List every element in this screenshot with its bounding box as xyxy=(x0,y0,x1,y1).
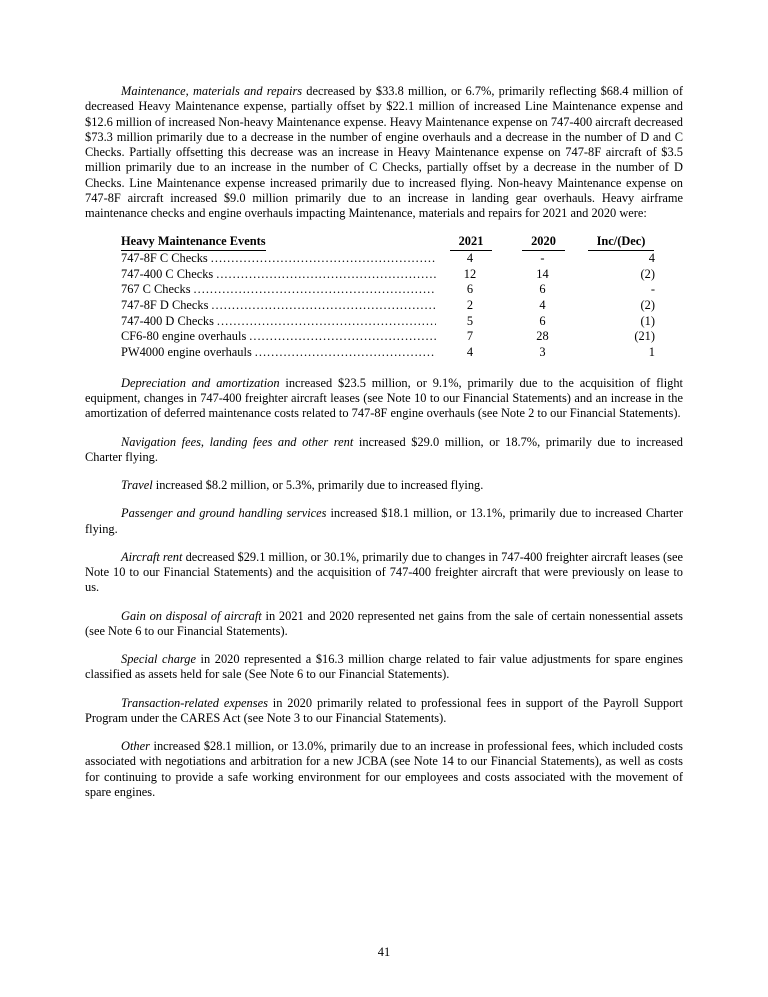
value-2020: - xyxy=(540,250,545,265)
paragraph-text: increased $18.1 million, or 13.1%, primarily due to increased Charter flying. xyxy=(85,506,683,536)
expense-term: Special charge xyxy=(121,652,196,667)
paragraph-text: in 2020 primarily related to professional fees in support of the Payroll Support Program under the CARES Act (see Note 3 to our Financial Statements). xyxy=(85,695,683,725)
expense-term: Gain on disposal of aircraft xyxy=(121,608,262,623)
table-row xyxy=(121,298,656,314)
paragraph xyxy=(85,376,683,422)
paragraph xyxy=(85,435,683,466)
row-label: PW4000 engine overhauls xyxy=(121,345,252,360)
expense-term: Depreciation and amortization xyxy=(121,375,280,390)
row-label-cell xyxy=(121,267,440,283)
expense-term: Transaction-related expenses xyxy=(121,695,268,710)
value-2020: 3 xyxy=(539,345,546,360)
value-2020: 4 xyxy=(539,298,546,313)
paragraph-text: decreased $29.1 million, or 30.1%, primarily due to changes in 747-400 freighter aircraft leases (see Note 10 to our Financial Statements) and the acquisition of 747-400 freighter aircraft that were previously on lease to us. xyxy=(85,549,683,595)
col-header-2021: 2021 xyxy=(441,234,501,251)
value-2020: 14 xyxy=(536,266,549,281)
value-incdec: (21) xyxy=(634,329,655,344)
col-header-events xyxy=(121,234,441,251)
row-label-cell xyxy=(121,345,440,361)
table-row xyxy=(121,267,656,283)
paragraph-text: increased $8.2 million, or 5.3%, primarily due to increased flying. xyxy=(152,478,484,493)
row-label-cell xyxy=(121,282,440,298)
value-incdec: (1) xyxy=(640,313,655,328)
paragraph-text: in 2021 and 2020 represented net gains from the sale of certain nonessential assets (see Note 6 to our Financial Statements). xyxy=(85,608,683,638)
value-2021: 2 xyxy=(466,298,474,313)
dot-leader xyxy=(249,329,436,345)
row-label-cell xyxy=(121,298,440,314)
row-label: 747-8F D Checks xyxy=(121,298,209,313)
row-label: 747-400 D Checks xyxy=(121,313,214,328)
paragraph xyxy=(85,478,683,493)
value-2021: 4 xyxy=(466,345,474,360)
intro-paragraphs xyxy=(85,84,683,221)
expense-term: Travel xyxy=(121,478,153,493)
value-incdec: - xyxy=(650,282,655,297)
row-label-cell xyxy=(121,251,440,267)
value-2021: 4 xyxy=(466,250,474,265)
value-2021: 5 xyxy=(466,313,474,328)
value-incdec: 1 xyxy=(648,345,655,360)
paragraph-text: increased $28.1 million, or 13.0%, primarily due to an increase in professional fees, which included costs associated with negotiations and arbitration for a new JCBA (see Note 14 to our Financial Statements), as well as costs for continuing to provide a safe working environment for our employees and costs associated with the movement of spare engines. xyxy=(85,739,683,799)
value-2021: 12 xyxy=(463,266,477,281)
heavy-maintenance-table xyxy=(121,234,656,361)
paragraph xyxy=(85,609,683,640)
paragraph xyxy=(85,739,683,800)
table-rows xyxy=(121,251,656,361)
paragraph-text: decreased by $33.8 million, or 6.7%, primarily reflecting $68.4 million of decreased Heavy Maintenance expense, partially offset by $22.1 million of increased Line Maintenance expense and $12.6 million of increased Non-heavy Maintenance expense. Heavy Maintenance expense on 747-400 aircraft decreased $73.3 million primarily due to a decrease in the number of engine overhauls and a decrease in the number of D and C Checks. Partially offsetting this decrease was an increase in Heavy Maintenance expense on 747-8F aircraft of $3.5 million primarily due to an increase in the number of C Checks, partially offset by a decrease in the number of D Checks. Line Maintenance expense increased primarily due to increased flying. Non-heavy Maintenance expense on 747-8F aircraft increased $9.0 million primarily due to an increase in landing gear overhauls. Heavy airframe maintenance checks and engine overhauls impacting Maintenance, materials and repairs for 2021 and 2020 were: xyxy=(85,84,683,220)
dot-leader xyxy=(211,251,436,267)
expense-term: Other xyxy=(121,739,150,754)
body-paragraphs xyxy=(85,376,683,800)
paragraph xyxy=(85,696,683,727)
dot-leader xyxy=(255,345,436,361)
expense-term: Aircraft rent xyxy=(121,549,183,564)
row-label: 767 C Checks xyxy=(121,282,191,297)
row-label-cell xyxy=(121,314,440,330)
value-2020: 6 xyxy=(539,282,546,297)
table-row xyxy=(121,314,656,330)
paragraph-text: increased $29.0 million, or 18.7%, primarily due to increased Charter flying. xyxy=(85,434,683,464)
paragraph-text: in 2020 represented a $16.3 million charge related to fair value adjustments for spare engines classified as assets held for sale (See Note 6 to our Financial Statements). xyxy=(85,652,683,682)
row-label-cell xyxy=(121,329,440,345)
expense-term: Navigation fees, landing fees and other rent xyxy=(121,434,354,449)
expense-term: Maintenance, materials and repairs xyxy=(121,84,303,98)
value-incdec: (2) xyxy=(640,266,655,281)
table-row xyxy=(121,282,656,298)
row-label: 747-8F C Checks xyxy=(121,250,208,265)
page-number: 41 xyxy=(377,945,391,959)
table-row xyxy=(121,329,656,345)
value-incdec: 4 xyxy=(648,250,655,265)
value-2021: 7 xyxy=(466,329,474,344)
dot-leader xyxy=(194,282,436,298)
col-header-events-label: Heavy Maintenance Events xyxy=(121,234,266,251)
col-header-2020: 2020 xyxy=(501,234,586,251)
dot-leader xyxy=(217,314,436,330)
row-label: CF6-80 engine overhauls xyxy=(121,329,247,344)
value-incdec: (2) xyxy=(640,298,655,313)
value-2020: 6 xyxy=(539,313,546,328)
col-header-incdec: Inc/(Dec) xyxy=(586,234,656,251)
value-2020: 28 xyxy=(536,329,549,344)
expense-term: Passenger and ground handling services xyxy=(121,506,327,521)
table-header-row xyxy=(121,234,656,251)
paragraph xyxy=(85,550,683,596)
row-label: 747-400 C Checks xyxy=(121,266,214,281)
paragraph xyxy=(85,506,683,537)
paragraph xyxy=(85,84,683,221)
paragraph-text: increased $23.5 million, or 9.1%, primarily due to the acquisition of flight equipment, changes in 747-400 freighter aircraft leases (see Note 10 to our Financial Statements) and an increase in the amortization of deferred maintenance costs related to 747-8F engine overhauls (see Note 2 to our Financial Statements). xyxy=(85,375,683,421)
table-row xyxy=(121,345,656,361)
paragraph xyxy=(85,652,683,683)
value-2021: 6 xyxy=(466,282,474,297)
page-body xyxy=(85,84,683,813)
table-row xyxy=(121,251,656,267)
dot-leader xyxy=(211,298,436,314)
dot-leader xyxy=(216,267,436,283)
